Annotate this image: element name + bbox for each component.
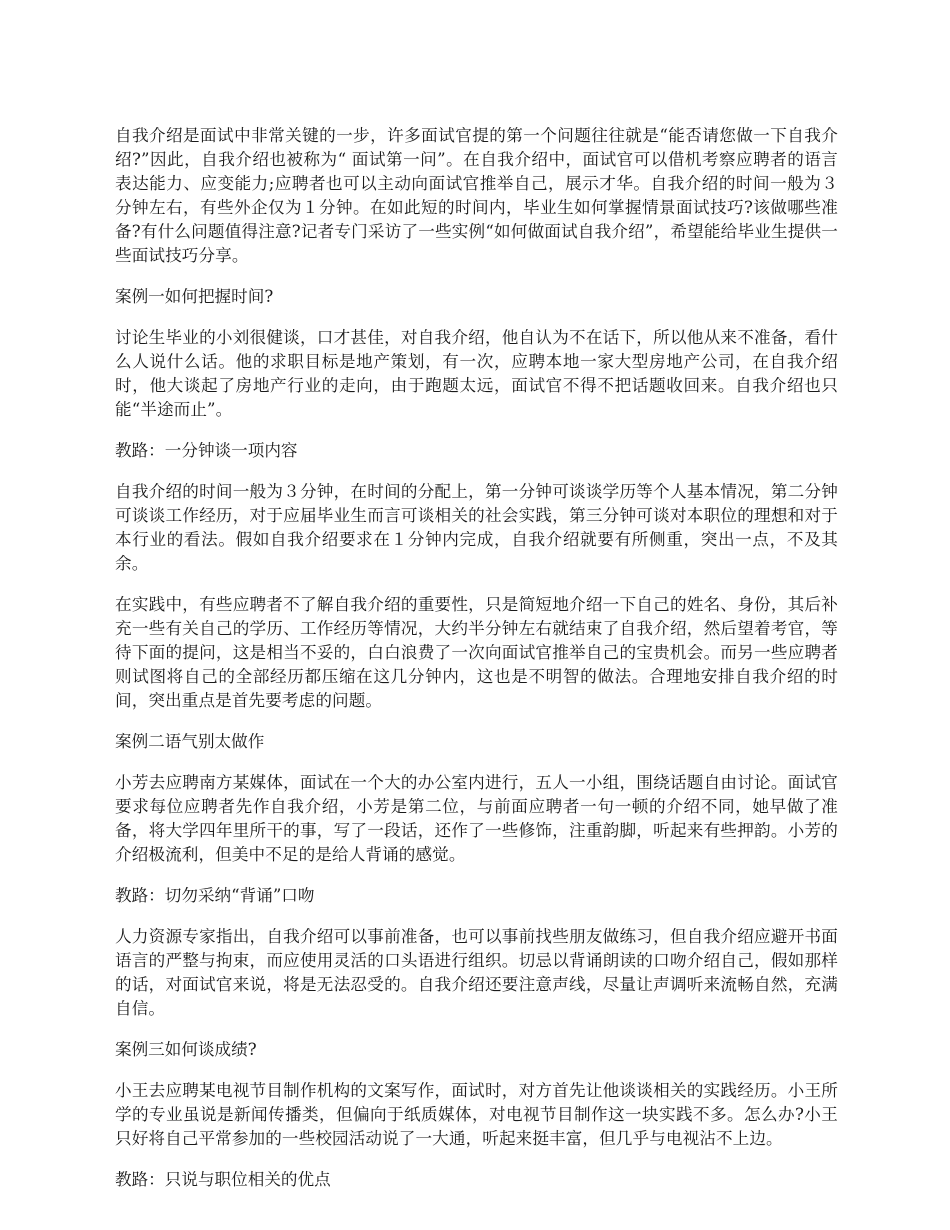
intro-paragraph: 自我介绍是面试中非常关键的一步，许多面试官提的第一个问题往往就是“能否请您做一下自我介绍?”因此，自我介绍也被称为“ 面试第一问”。在自我介绍中，面试官可以借机考察应聘者的语言表达能力、应变能力;应聘者也可以主动向面试官推举自己，展示才华。自我介绍的时间一般为３分钟左右，有些外企仅为１分钟。在如此短的时间内，毕业生如何掌握情景面试技巧?该做哪些准备?有什么问题值得注意?记者专门采访了一些实例“如何做面试自我介绍”，希望能给毕业生提供一些面试技巧分享。 xyxy=(115,126,838,265)
case-two-heading: 案例二语气别太做作 xyxy=(115,732,265,751)
case-one-paragraph: 讨论生毕业的小刘很健谈，口才甚佳，对自我介绍，他自认为不在话下，所以他从来不准备，看什么人说什么话。他的求职目标是地产策划，有一次，应聘本地一家大型房地产公司，在自我介绍时，他大谈起了房地产行业的走向，由于跑题太远，面试官不得不把话题收回来。自我介绍也只能“半途而止”。 xyxy=(115,328,838,419)
tip-one-heading: 教路：一分钟谈一项内容 xyxy=(115,441,298,460)
tip-two-paragraph: 人力资源专家指出，自我介绍可以事前准备，也可以事前找些朋友做练习，但自我介绍应避开书面语言的严整与拘束，而应使用灵活的口头语进行组织。切忌以背诵朗读的口吻介绍自己，假如那样的话，对面试官来说，将是无法忍受的。自我介绍还要注意声线，尽量让声调听来流畅自然，充满自信。 xyxy=(115,927,838,1018)
tip-one-paragraph: 自我介绍的时间一般为３分钟，在时间的分配上，第一分钟可谈谈学历等个人基本情况，第二分钟可谈谈工作经历，对于应届毕业生而言可谈相关的社会实践，第三分钟可谈对本职位的理想和对于本行业的看法。假如自我介绍要求在１分钟内完成，自我介绍就要有所侧重，突出一点，不及其余。 xyxy=(115,482,838,573)
case-two-paragraph: 小芳去应聘南方某媒体，面试在一个大的办公室内进行，五人一小组，围绕话题自由讨论。面试官要求每位应聘者先作自我介绍，小芳是第二位，与前面应聘者一句一顿的介绍不同，她早做了准备，将大学四年里所干的事，写了一段话，还作了一些修饰，注重韵脚，听起来有些押韵。小芳的介绍极流利，但美中不足的是给人背诵的感觉。 xyxy=(115,773,838,864)
case-three-paragraph: 小王去应聘某电视节目制作机构的文案写作，面试时，对方首先让他谈谈相关的实践经历。小王所学的专业虽说是新闻传播类，但偏向于纸质媒体，对电视节目制作这一块实践不多。怎么办?小王只好将自己平常参加的一些校园活动说了一大通，听起来挺丰富，但几乎与电视沾不上边。 xyxy=(115,1081,838,1148)
tip-three-heading: 教路：只说与职位相关的优点 xyxy=(115,1170,331,1189)
tip-two-heading: 教路：切勿采纳“背诵”口吻 xyxy=(115,886,315,905)
case-three-heading: 案例三如何谈成绩? xyxy=(115,1040,257,1059)
tip-one-paragraph-2: 在实践中，有些应聘者不了解自我介绍的重要性，只是简短地介绍一下自己的姓名、身份，其后补充一些有关自己的学历、工作经历等情况，大约半分钟左右就结束了自我介绍，然后望着考官，等待下面的提问，这是相当不妥的，白白浪费了一次向面试官推举自己的宝贵机会。而另一些应聘者则试图将自己的全部经历都压缩在这几分钟内，这也是不明智的做法。合理地安排自我介绍的时间，突出重点是首先要考虑的问题。 xyxy=(115,595,838,710)
case-one-heading: 案例一如何把握时间? xyxy=(115,287,274,306)
